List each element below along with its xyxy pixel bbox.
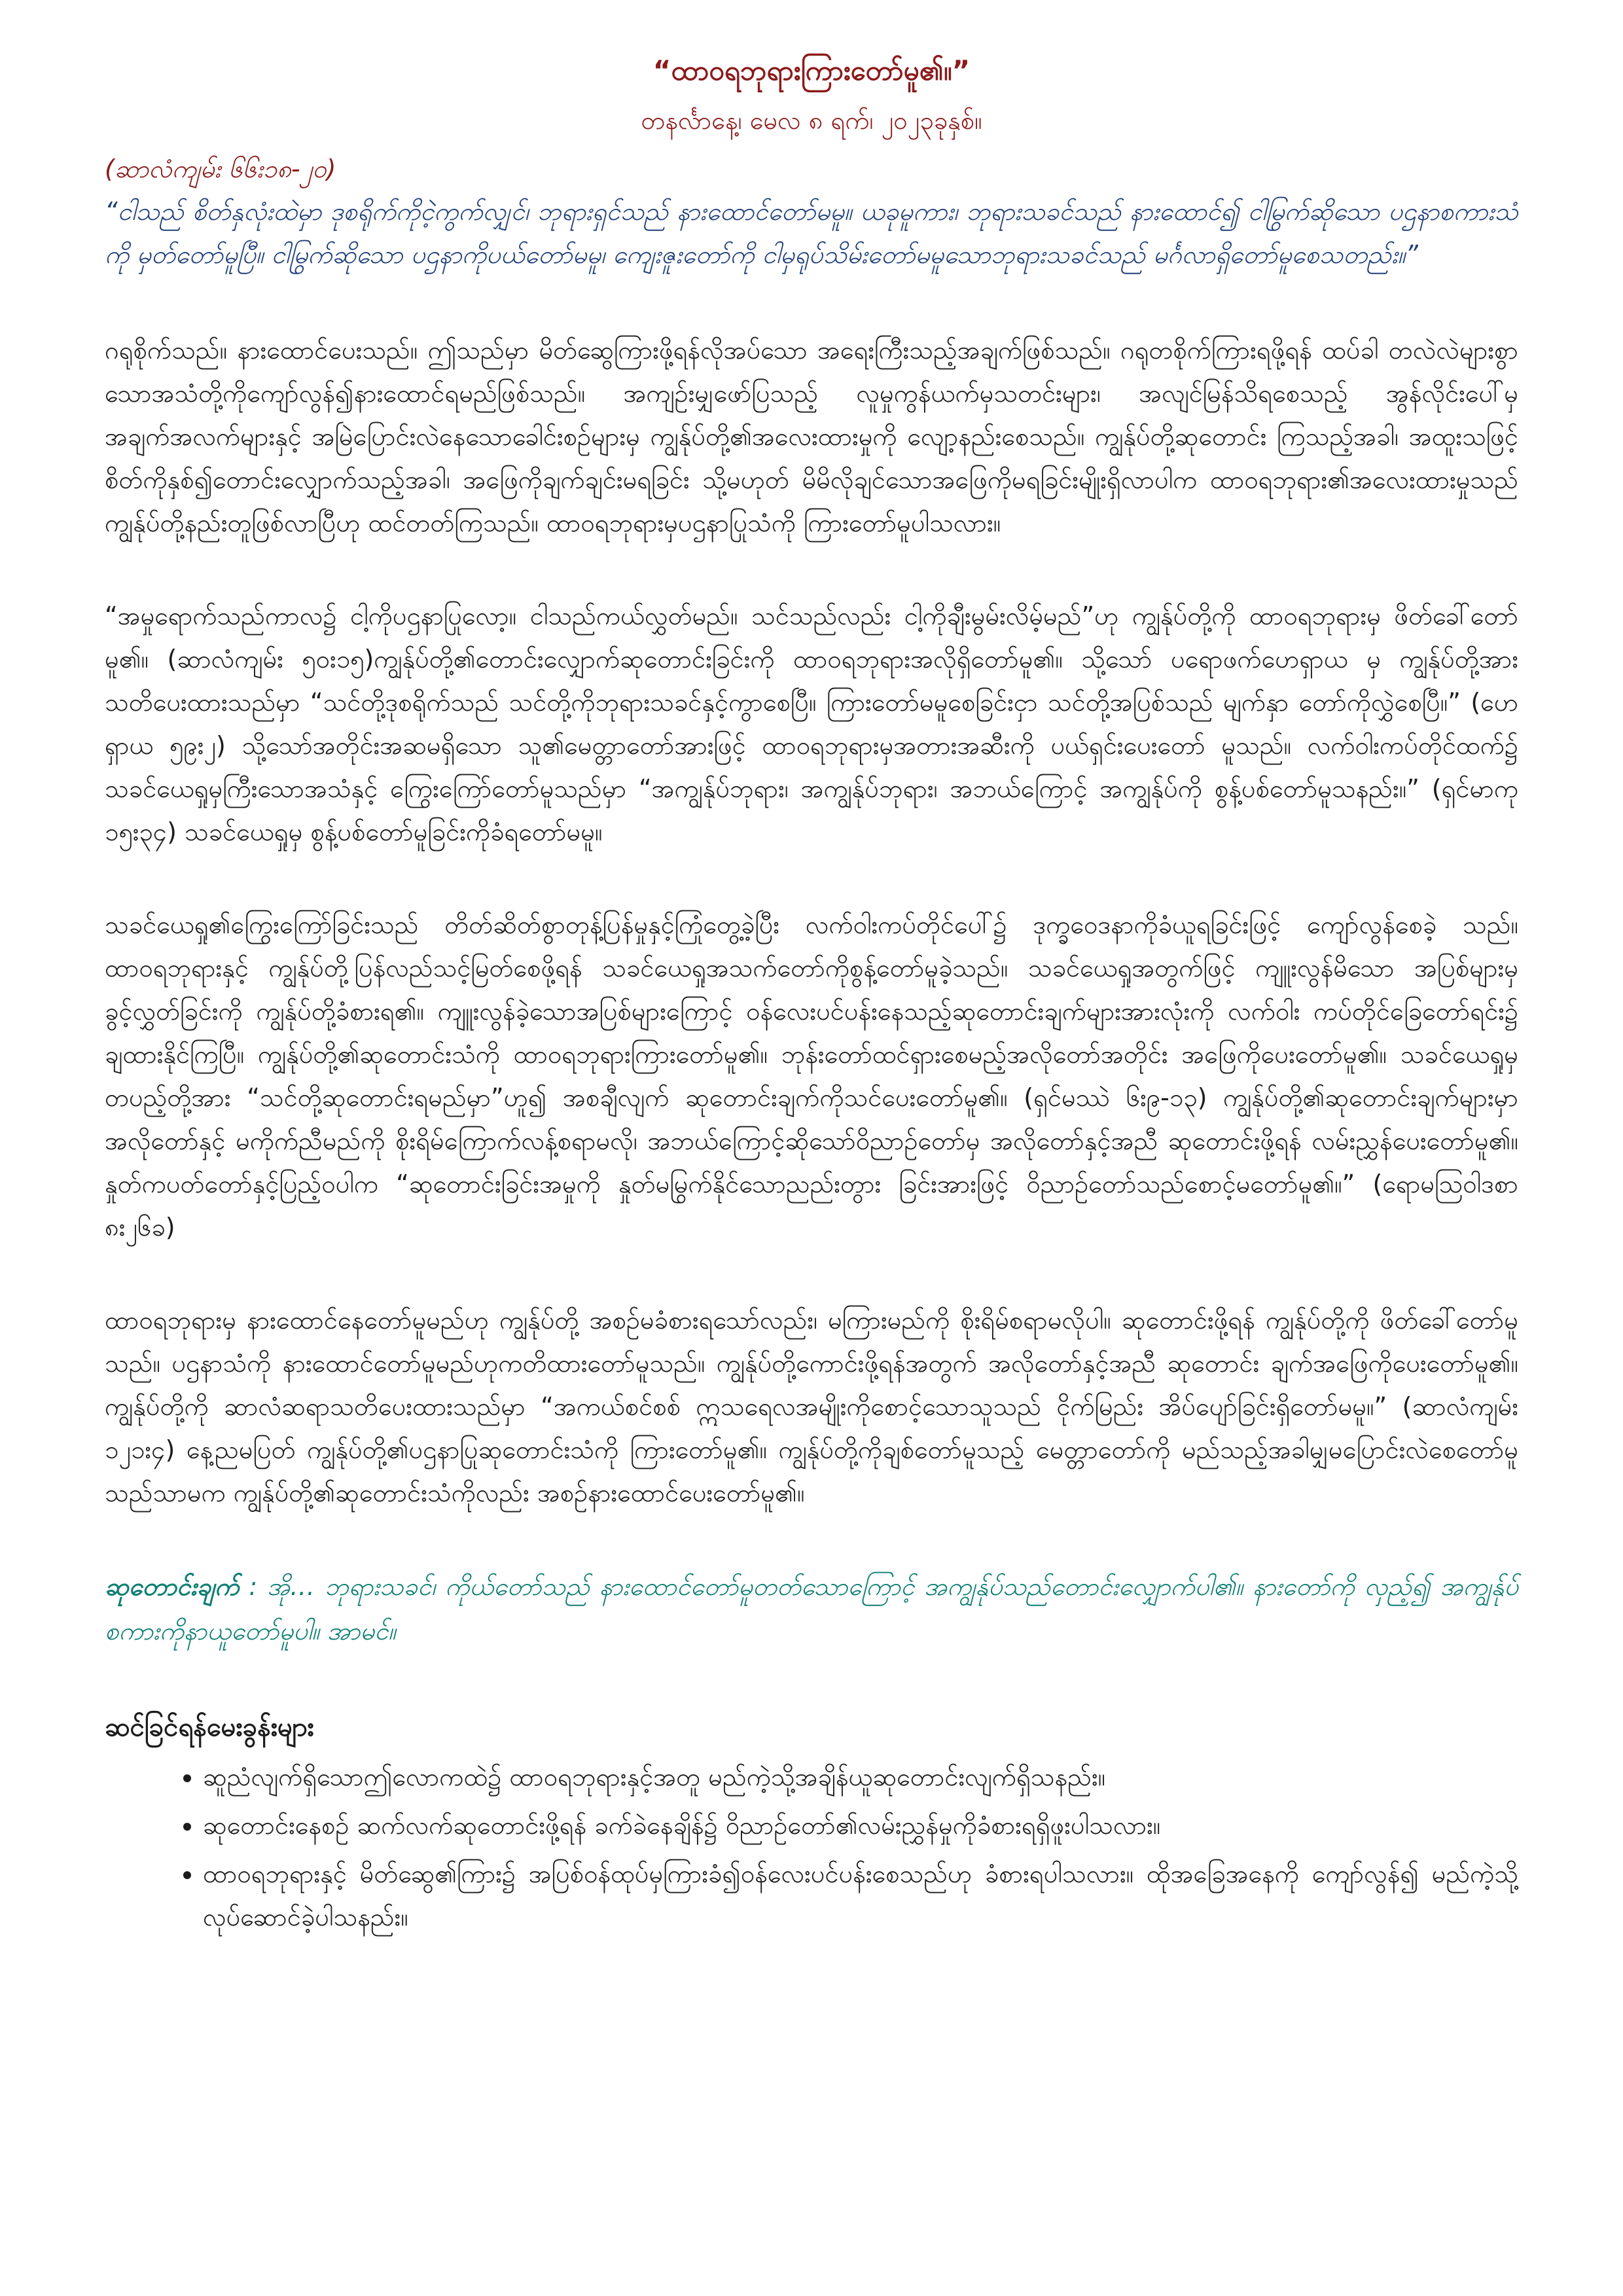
prayer-section (105, 1564, 1518, 1653)
prayer-label: ဆုတောင်းချက် (105, 1572, 240, 1601)
devotional-date: တနင်္လာနေ့၊ မေလ ၈ ရက်၊ ၂၀၂၃ခုနှစ်။ (641, 106, 982, 135)
scripture-reference: (ဆာလံကျမ်း ၆၆း၁၈-၂၀) (105, 154, 336, 183)
body-paragraph-2: “အမှုရောက်သည်ကာလ၌ ငါ့ကိုပဌနာပြုလော့။ ငါသည်ကယ်လွှတ်မည်။ သင်သည်လည်း ငါ့ကိုချီးမွမ်းလိမ့်မည်”ဟု ကျွန်ုပ်တို့ကို ထာဝရဘုရားမှ ဖိတ်ခေါ်တော်မူ၏။ (ဆာလံကျမ်း ၅၀း၁၅)ကျွန်ုပ်တို့၏တောင်းလျှောက်ဆုတောင်းခြင်းကို ထာဝရဘုရားအလိုရှိတော်မူ၏။ သို့သော် ပရောဖက်ဟေရှာယ မှ ကျွန်ုပ်တို့အား သတိပေးထားသည်မှာ “သင်တို့ဒုစရိုက်သည် သင်တို့ကိုဘုရားသခင်နှင့်ကွာစေပြီ။ ကြားတော်မမူစေခြင်းငှာ သင်တို့အပြစ်သည် မျက်နှာ တော်ကိုလွှဲစေပြီ။” (ဟေရှာယ ၅၉း၂) သို့သော်အတိုင်းအဆမရှိသော သူ၏မေတ္တာတော်အားဖြင့် ထာဝရဘုရားမှအတားအဆီးကို ပယ်ရှင်းပေးတော် မူသည်။ လက်ဝါးကပ်တိုင်ထက်၌ သခင်ယေရှုမှကြီးသောအသံနှင့် ကြွေးကြော်တော်မူသည်မှာ “အကျွန်ုပ်ဘုရား၊ အကျွန်ုပ်ဘုရား၊ အဘယ်ကြောင့် အကျွန်ုပ်ကို စွန့်ပစ်တော်မူသနည်း။” (ရှင်မာကု ၁၅း၃၄) သခင်ယေရှုမှ စွန့်ပစ်တော်မူခြင်းကိုခံရတော်မမူ။ (105, 601, 1519, 846)
question-item-3: • ထာဝရဘုရားနှင့် မိတ်ဆွေ၏ကြား၌ အပြစ်ဝန်ထုပ်မှကြားခံ၍ဝန်လေးပင်ပန်းစေသည်ဟု ခံစားရပါသလား။ ထိုအခြေအနေကို ကျော်လွန်၍ မည်ကဲ့သို့လုပ်ဆောင်ခဲ့ပါသနည်း။ (203, 1852, 1518, 1939)
question-item-2: • ဆုတောင်းနေစဉ် ဆက်လက်ဆုတောင်းဖို့ရန် ခက်ခဲနေချိန်၌ ဝိညာဉ်တော်၏လမ်းညွှန်မှုကိုခံစားရရှိဖူးပါသလား။ (203, 1804, 1518, 1847)
questions-title: ဆင်ခြင်ရန်မေးခွန်းများ (105, 1712, 314, 1742)
body-paragraph-1: ဂရုစိုက်သည်။ နားထောင်ပေးသည်။ ဤသည်မှာ မိတ်ဆွေကြားဖို့ရန်လိုအပ်သော အရေးကြီးသည့်အချက်ဖြစ်သည်။ ဂရုတစိုက်ကြားရဖို့ရန် ထပ်ခါ တလဲလဲများစွာသောအသံတို့ကိုကျော်လွန်၍နားထောင်ရမည်ဖြစ်သည်။ အကျဉ်းမျှဖော်ပြသည့် လူမှုကွန်ယက်မှသတင်းများ၊ အလျင်မြန်သိရစေသည့် အွန်လိုင်းပေါ်မှအချက်အလက်များနှင့် အမြဲပြောင်းလဲနေသောခေါင်းစဉ်များမှ ကျွန်ုပ်တို့၏အလေးထားမှုကို လျော့နည်းစေသည်။ ကျွန်ုပ်တို့ဆုတောင်း ကြသည့်အခါ၊ အထူးသဖြင့် စိတ်ကိုနှစ်၍တောင်းလျှောက်သည့်အခါ၊ အဖြေကိုချက်ချင်းမရခြင်း သို့မဟုတ် မိမိလိုချင်သောအဖြေကိုမရခြင်းမျိုးရှိလာပါက ထာဝရဘုရား၏အလေးထားမှုသည် ကျွန်ုပ်တို့နည်းတူဖြစ်လာပြီဟု ထင်တတ်ကြသည်။ ထာဝရဘုရားမှပဌနာပြုသံကို ကြားတော်မူပါသလား။ (105, 336, 1518, 537)
questions-list (105, 1755, 1518, 1939)
prayer-separator: : (239, 1572, 268, 1601)
devotional-page (105, 45, 1518, 1944)
body-paragraph-3: သခင်ယေရှု၏ကြွေးကြော်ခြင်းသည် တိတ်ဆိတ်စွာတုန့်ပြန်မှုနှင့်ကြုံတွေ့ခဲ့ပြီး လက်ဝါးကပ်တိုင်ပေါ်၌ ဒုက္ခဝေဒနာကိုခံယူရခြင်းဖြင့် ကျော်လွန်စေခဲ့ သည်။ ထာဝရဘုရားနှင့် ကျွန်ုပ်တို့ပြန်လည်သင့်မြတ်စေဖို့ရန် သခင်ယေရှုအသက်တော်ကိုစွန့်တော်မူခဲ့သည်။ သခင်ယေရှုအတွက်ဖြင့် ကျူးလွန်မိသော အပြစ်များမှခွင့်လွှတ်ခြင်းကို ကျွန်ုပ်တို့ခံစားရ၏။ ကျူးလွန်ခဲ့သောအပြစ်များကြောင့် ဝန်လေးပင်ပန်းနေသည့်ဆုတောင်းချက်များအားလုံးကို လက်ဝါး ကပ်တိုင်ခြေတော်ရင်း၌ ချထားနိုင်ကြပြီ။ ကျွန်ုပ်တို့၏ဆုတောင်းသံကို ထာဝရဘုရားကြားတော်မူ၏။ ဘုန်းတော်ထင်ရှားစေမည့်အလိုတော်အတိုင်း အဖြေကိုပေးတော်မူ၏။ သခင်ယေရှုမှတပည့်တို့အား “သင်တို့ဆုတောင်းရမည်မှာ”ဟူ၍ အစချီလျက် ဆုတောင်းချက်ကိုသင်ပေးတော်မူ၏။ (ရှင်မဿဲ ၆း၉-၁၃) ကျွန်ုပ်တို့၏ဆုတောင်းချက်များမှာ အလိုတော်နှင့် မကိုက်ညီမည်ကို စိုးရိမ်ကြောက်လန့်စရာမလို၊ အဘယ်ကြောင့်ဆိုသော်ဝိညာဉ်တော်မှ အလိုတော်နှင့်အညီ ဆုတောင်းဖို့ရန် လမ်းညွှန်ပေးတော်မူ၏။ နှုတ်ကပတ်တော်နှင့်ပြည့်ဝပါက “ဆုတောင်းခြင်းအမှုကို နှုတ်မမြွက်နိုင်သောညည်းတွား ခြင်းအားဖြင့် ဝိညာဉ်တော်သည်စောင့်မတော်မူ၏။” (ရောမဩဝါဒစာ ၈း၂၆ခ) (105, 910, 1518, 1242)
devotional-title: “ထာဝရဘုရားကြားတော်မူ၏။” (652, 54, 971, 86)
body-paragraph-4: ထာဝရဘုရားမှ နားထောင်နေတော်မူမည်ဟု ကျွန်ုပ်တို့ အစဉ်မခံစားရသော်လည်း၊ မကြားမည်ကို စိုးရိမ်စရာမလိုပါ။ ဆုတောင်းဖို့ရန် ကျွန်ုပ်တို့ကို ဖိတ်ခေါ်တော်မူသည်။ ပဌနာသံကို နားထောင်တော်မူမည်ဟုကတိထားတော်မူသည်။ ကျွန်ုပ်တို့ကောင်းဖို့ရန်အတွက် အလိုတော်နှင့်အညီ ဆုတောင်း ချက်အဖြေကိုပေးတော်မူ၏။ ကျွန်ုပ်တို့ကို ဆာလံဆရာသတိပေးထားသည်မှာ “အကယ်စင်စစ် ဣသရေလအမျိုးကိုစောင့်သောသူသည် ငိုက်မြည်း အိပ်ပျော်ခြင်းရှိတော်မမူ။” (ဆာလံကျမ်း ၁၂၁း၄) နေ့ညမပြတ် ကျွန်ုပ်တို့၏ပဌနာပြုဆုတောင်းသံကို ကြားတော်မူ၏။ ကျွန်ုပ်တို့ကိုချစ်တော်မူသည့် မေတ္တာတော်ကို မည်သည့်အခါမျှမပြောင်းလဲစေတော်မူသည်သာမက ကျွန်ုပ်တို့၏ဆုတောင်းသံကိုလည်း အစဉ်နားထောင်ပေးတော်မူ၏။ (105, 1306, 1518, 1507)
question-item-1: • ဆူညံလျက်ရှိသောဤလောကထဲ၌ ထာဝရဘုရားနှင့်အတူ မည်ကဲ့သို့အချိန်ယူဆုတောင်းလျက်ရှိသနည်း။ (203, 1755, 1518, 1799)
prayer-text: အို… ဘုရားသခင်၊ ကိုယ်တော်သည် နားထောင်တော်မူတတ်သောကြောင့် အကျွန်ုပ်သည်တောင်းလျှောက်ပါ၏။ နားတော်ကို လှည့်၍ အကျွန်ုပ်စကားကိုနာယူတော်မူပါ။ အာမင်။ (105, 1572, 1518, 1645)
scripture-verse: “ငါသည် စိတ်နှလုံးထဲမှာ ဒုစရိုက်ကိုငဲ့ကွက်လျှင်၊ ဘုရားရှင်သည် နားထောင်တော်မမူ။ ယခုမူကား၊ ဘုရားသခင်သည် နားထောင်၍ ငါမြွက်ဆိုသော ပဌနာစကားသံကို မှတ်တော်မူပြီ။ ငါမြွက်ဆိုသော ပဌနာကိုပယ်တော်မမူ၊ ကျေးဇူးတော်ကို ငါမှရုပ်သိမ်းတော်မမူသောဘုရားသခင်သည် မင်္ဂလာရှိတော်မူစေသတည်း။” (105, 197, 1518, 269)
